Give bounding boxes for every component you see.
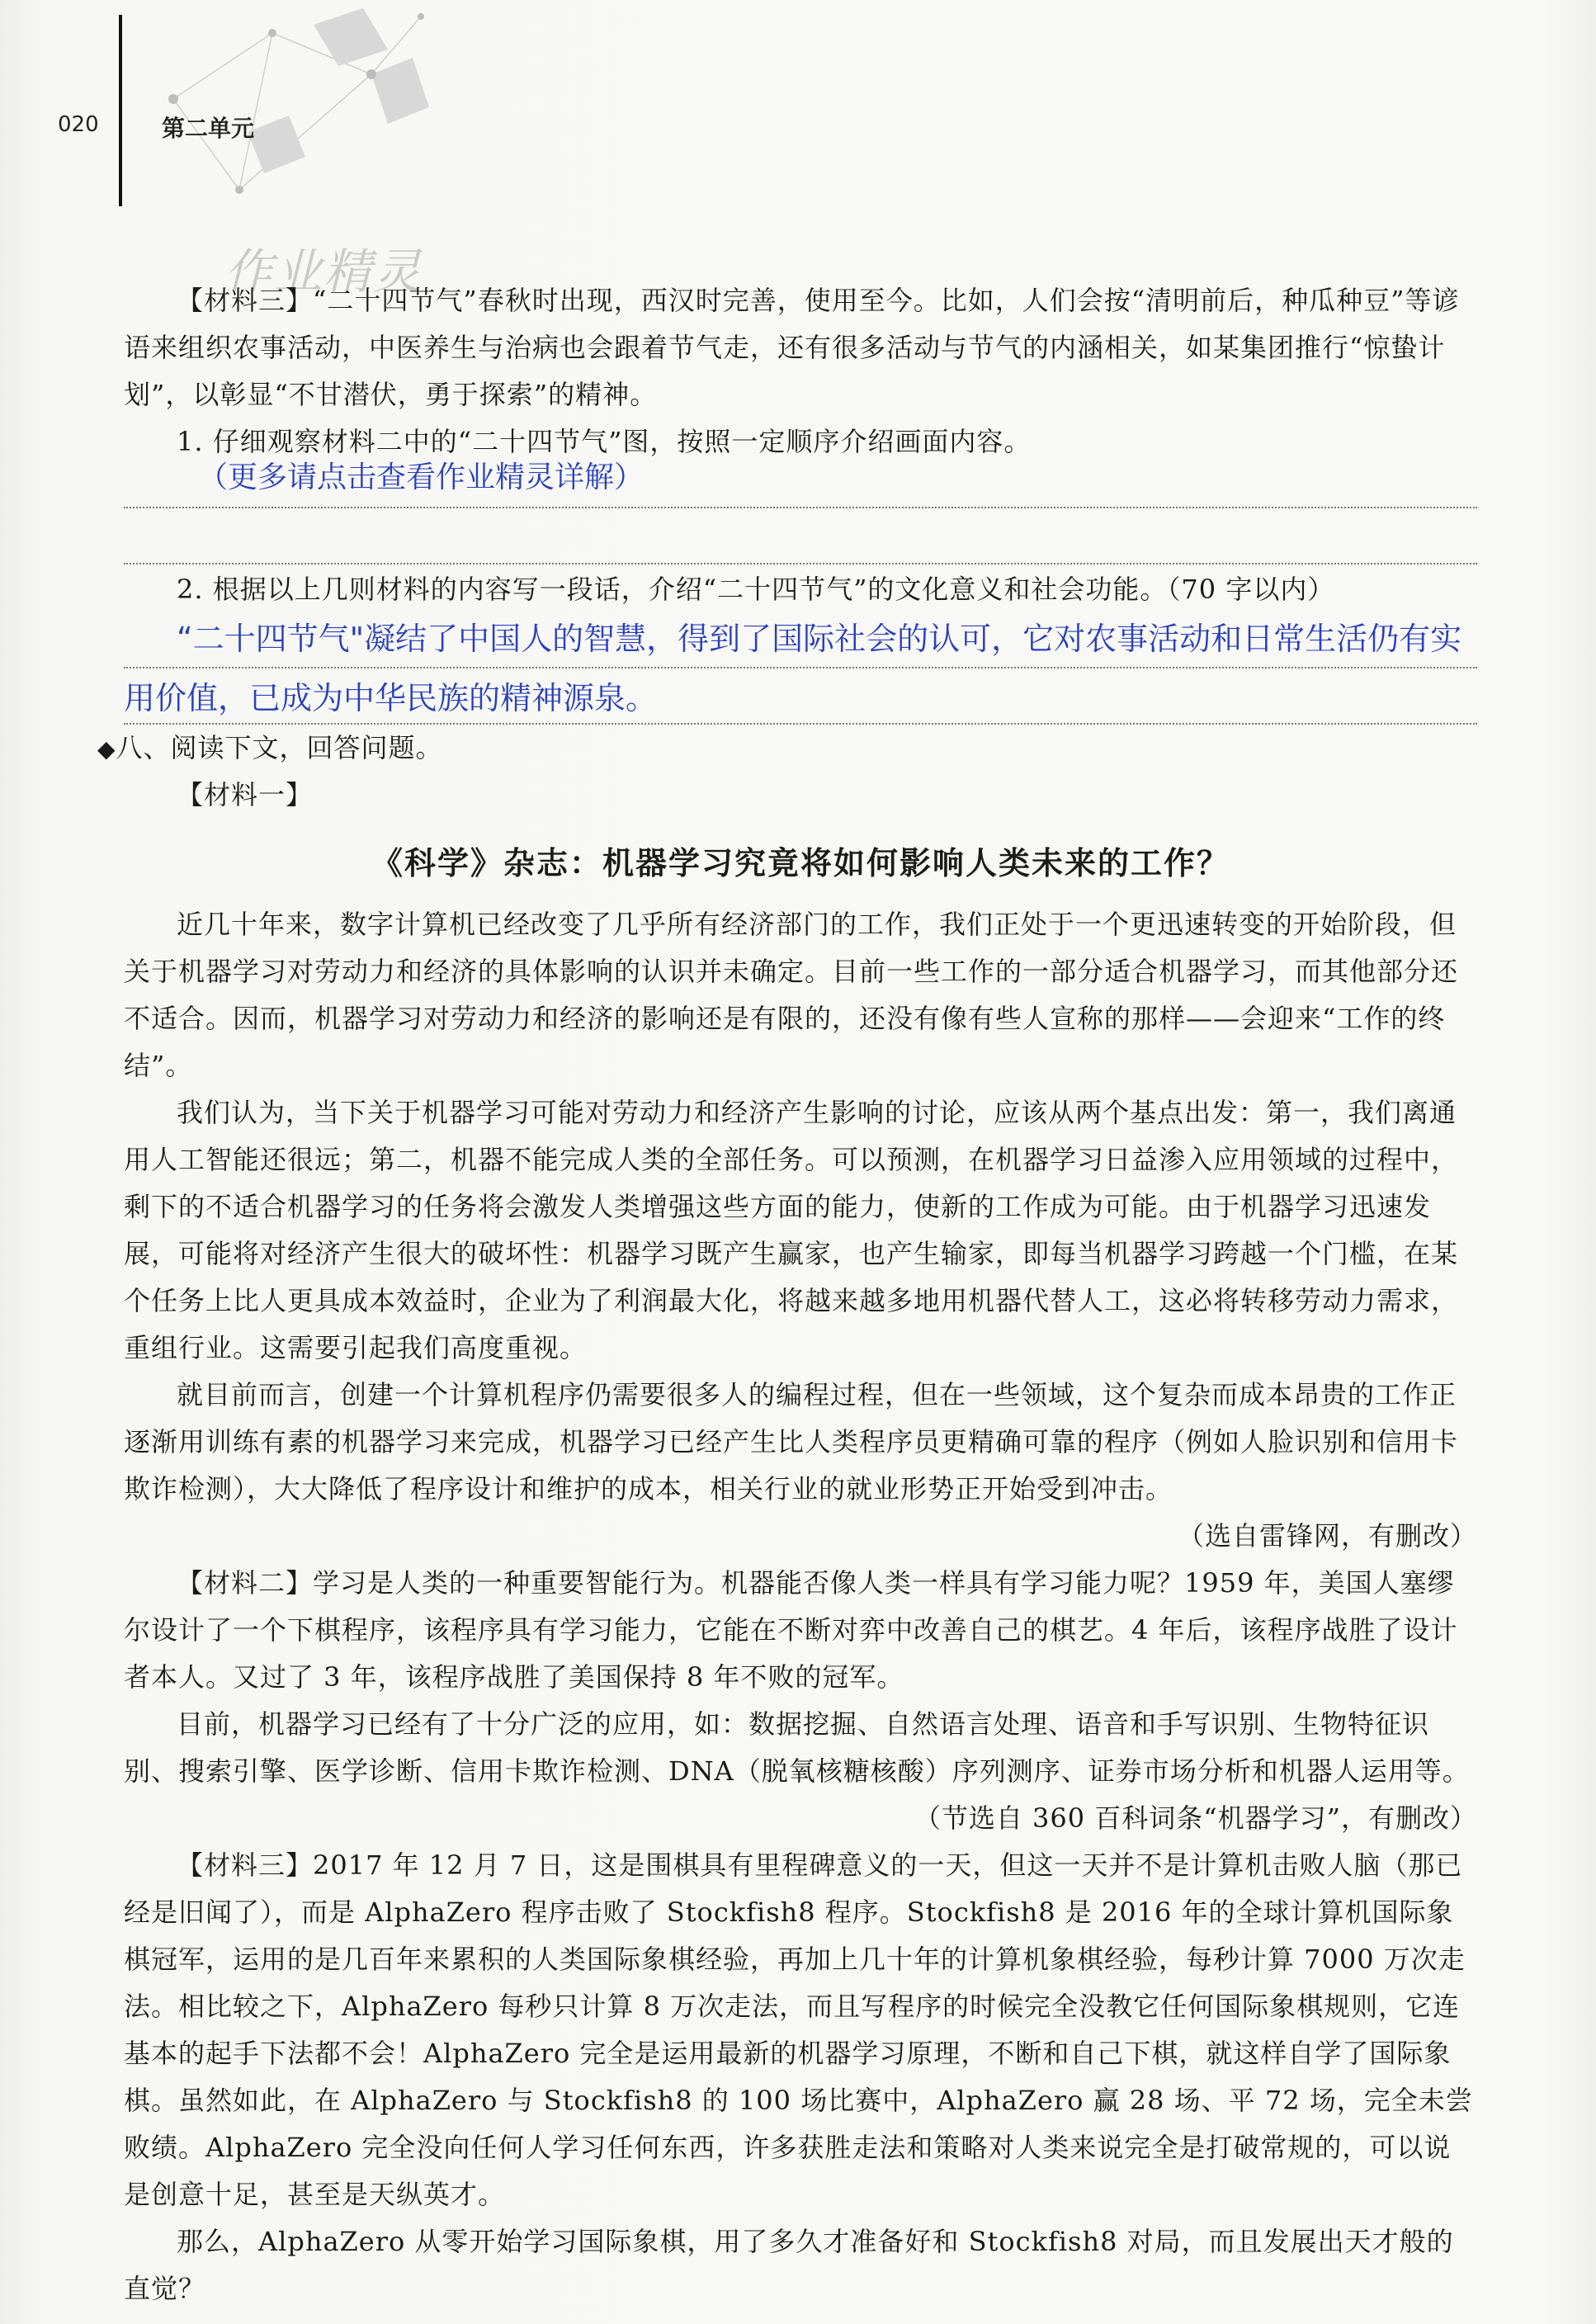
m1-source: （选自雷锋网，有删改） bbox=[1177, 1520, 1477, 1552]
answer-line bbox=[124, 563, 1477, 564]
header-vertical-rule bbox=[119, 15, 122, 206]
section-8-heading: 八、阅读下文，回答问题。 bbox=[116, 732, 443, 763]
question-1-answer-link[interactable]: （更多请点击查看作业精灵详解） bbox=[198, 461, 645, 494]
question-2-block bbox=[124, 566, 1477, 613]
question-2: 2. 根据以上几则材料的内容写一段话，介绍“二十四节气”的文化意义和社会功能。（70 字以内） bbox=[177, 574, 1335, 605]
top-material-3 bbox=[124, 277, 1477, 465]
m2-paragraph: 【材料二】学习是人类的一种重要智能行为。机器能否像人类一样具有学习能力呢？1959 年，美国人塞缪尔设计了一个下棋程序，该程序具有学习能力，它能在不断对弈中改善自己的棋艺。4 年后，该程序战胜了设计者本人。又过了 3 年，该程序战胜了美国保持 8 年不败的冠军。 bbox=[124, 1567, 1458, 1693]
m1-paragraph: 就目前而言，创建一个计算机程序仍需要很多人的编程过程，但在一些领域，这个复杂而成本昂贵的工作正逐渐用训练有素的机器学习来完成，机器学习已经产生比人类程序员更精确可靠的程序（例如人脸识别和信用卡欺诈检测），大大降低了程序设计和维护的成本，相关行业的就业形势正开始受到冲击。 bbox=[124, 1379, 1459, 1504]
m2-paragraph: 目前，机器学习已经有了十分广泛的应用，如：数据挖掘、自然语言处理、语音和手写识别、生物特征识别、搜索引擎、医学诊断、信用卡欺诈检测、DNA（脱氧核糖核酸）序列测序、证券市场分析和机器人运用等。 bbox=[124, 1708, 1470, 1787]
material-3-text: 【材料三】“二十四节气”春秋时出现，西汉时完善，使用至今。比如，人们会按“清明前后，种瓜种豆”等谚语来组织农事活动，中医养生与治病也会跟着节气走，还有很多活动与节气的内涵相关，如某集团推行“惊蛰计划”，以彰显“不甘潜伏，勇于探索”的精神。 bbox=[124, 285, 1460, 410]
page-number: 020 bbox=[58, 112, 99, 137]
m2-source: （节选自 360 百科词条“机器学习”，有删改） bbox=[914, 1802, 1477, 1834]
m3-paragraph: 【材料三】2017 年 12 月 7 日，这是围棋具有里程碑意义的一天，但这一天并不是计算机击败人脑（那已经是旧闻了），而是 AlphaZero 程序击败了 Stockfish8 程序。Stockfish8 是 2016 年的全球计算机国际象棋冠军，运用的是几百年来累积的人类国际象棋经验，再加上几十年的计算机象棋经验，每秒计算 7000 万次走法。相比较之下，AlphaZero 每秒只计算 8 万次走法，而且写程序的时候完全没教它任何国际象棋规则，它连基本的起手下法都不会！AlphaZero 完全是运用最新的机器学习原理，不断和自己下棋，就这样自学了国际象棋。虽然如此，在 AlphaZero 与 Stockfish8 的 100 场比赛中，AlphaZero 赢 28 场、平 72 场，完全未尝败绩。AlphaZero 完全没向任何人学习任何东西，许多获胜走法和策略对人类来说完全是打破常规的，可以说是创意十足，甚至是天纵英才。 bbox=[124, 1849, 1473, 2210]
m3-paragraph: 那么，AlphaZero 从零开始学习国际象棋，用了多久才准备好和 Stockfish8 对局，而且发展出天才般的直觉？ bbox=[124, 2226, 1454, 2304]
article-title: 《科学》杂志：机器学习究竟将如何影响人类未来的工作？ bbox=[371, 845, 1230, 881]
answer-line bbox=[124, 667, 1477, 668]
m1-paragraph: 近几十年来，数字计算机已经改变了几乎所有经济部门的工作，我们正处于一个更迅速转变的开始阶段，但关于机器学习对劳动力和经济的具体影响的认识并未确定。目前一些工作的一部分适合机器学习，而其他部分还不适合。因而，机器学习对劳动力和经济的影响还是有限的，还没有像有些人宣称的那样——会迎来“工作的终结”。 bbox=[124, 909, 1459, 1081]
answer-line bbox=[124, 507, 1477, 508]
question-1: 1. 仔细观察材料二中的“二十四节气”图，按照一定顺序介绍画面内容。 bbox=[177, 426, 1032, 457]
question-2-answer: “二十四节气"凝结了中国人的智慧，得到了国际社会的认可，它对农事活动和日常生活仍有实用价值，已成为中华民族的精神源泉。 bbox=[124, 621, 1462, 716]
material-1-body bbox=[124, 901, 1477, 2312]
m1-paragraph: 我们认为，当下关于机器学习可能对劳动力和经济产生影响的讨论，应该从两个基点出发：第一，我们离通用人工智能还很远；第二，机器不能完成人类的全部任务。可以预测，在机器学习日益渗入应用领域的过程中，剩下的不适合机器学习的任务将会激发人类增强这些方面的能力，使新的工作成为可能。由于机器学习迅速发展，可能将对经济产生很大的破坏性：机器学习既产生赢家，也产生输家，即每当机器学习跨越一个门槛，在某个任务上比人更具成本效益时，企业为了利润最大化，将越来越多地用机器代替人工，这必将转移劳动力需求，重组行业。这需要引起我们高度重视。 bbox=[124, 1097, 1459, 1363]
section-8-heading-row bbox=[97, 725, 1451, 772]
watermark: 作业精灵 bbox=[224, 243, 423, 300]
unit-title: 第二单元 bbox=[162, 115, 255, 142]
diamond-icon: ◆ bbox=[97, 735, 116, 763]
material-1-label: 【材料一】 bbox=[177, 779, 314, 810]
